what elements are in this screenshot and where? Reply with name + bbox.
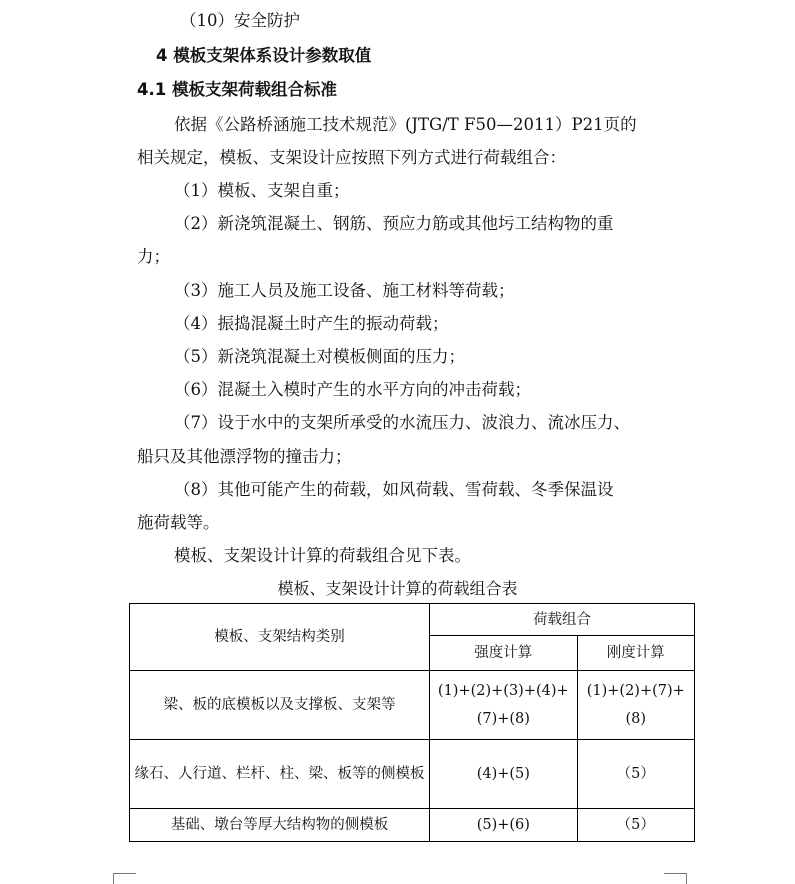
table-intro: 模板、支架设计计算的荷载组合见下表。 [174,546,471,565]
page-corner-mark-right [664,873,687,884]
section-heading-4: 4 模板支架体系设计参数取值 [156,46,372,65]
list-item-7: （7）设于水中的支架所承受的水流压力、波浪力、流冰压力、 [174,413,630,432]
list-item-5: （5）新浇筑混凝土对模板侧面的压力； [174,347,465,366]
header-load-group: 荷载组合 [430,604,695,636]
row-stiffness: （5） [577,740,694,809]
page-corner-mark-left [113,873,136,884]
list-item-4: （4）振捣混凝土时产生的振动荷载； [174,314,449,333]
list-item-8-cont: 施荷载等。 [137,513,220,532]
row-stiffness: （5） [577,809,694,842]
paragraph-line: 相关规定，模板、支架设计应按照下列方式进行荷载组合： [137,148,566,167]
header-category: 模板、支架结构类别 [130,604,430,671]
table-row [130,809,695,842]
row-category: 缘石、人行道、栏杆、柱、梁、板等的侧模板 [130,740,430,809]
table-caption: 模板、支架设计计算的荷载组合表 [277,579,518,598]
list-item-2-cont: 力； [137,247,170,266]
list-item-7-cont: 船只及其他漂浮物的撞击力； [137,447,352,466]
list-item-8: （8）其他可能产生的荷载，如风荷载、雪荷载、冬季保温设 [174,480,614,499]
load-combination-table [129,603,695,842]
list-item-6: （6）混凝土入模时产生的水平方向的冲击荷载； [174,380,531,399]
row-strength: (5)+(6) [430,809,578,842]
list-item-1: （1）模板、支架自重； [174,181,350,200]
header-stiffness: 刚度计算 [577,636,694,671]
section-heading-4-1: 4.1 模板支架荷载组合标准 [137,80,337,99]
row-category: 梁、板的底模板以及支撑板、支架等 [130,671,430,740]
row-strength: (4)+(5) [430,740,578,809]
row-stiffness: (1)+(2)+(7)+(8) [577,671,694,740]
list-item-10: （10）安全防护 [180,11,300,30]
table-row [130,671,695,740]
row-strength: (1)+(2)+(3)+(4)+(7)+(8) [430,671,578,740]
list-item-3: （3）施工人员及施工设备、施工材料等荷载； [174,281,515,300]
header-strength: 强度计算 [430,636,578,671]
table-row [130,740,695,809]
list-item-2: （2）新浇筑混凝土、钢筋、预应力筋或其他圬工结构物的重 [174,214,614,233]
paragraph-line: 依据《公路桥涵施工技术规范》(JTG/T F50—2011）P21页的 [174,115,637,134]
row-category: 基础、墩台等厚大结构物的侧模板 [130,809,430,842]
